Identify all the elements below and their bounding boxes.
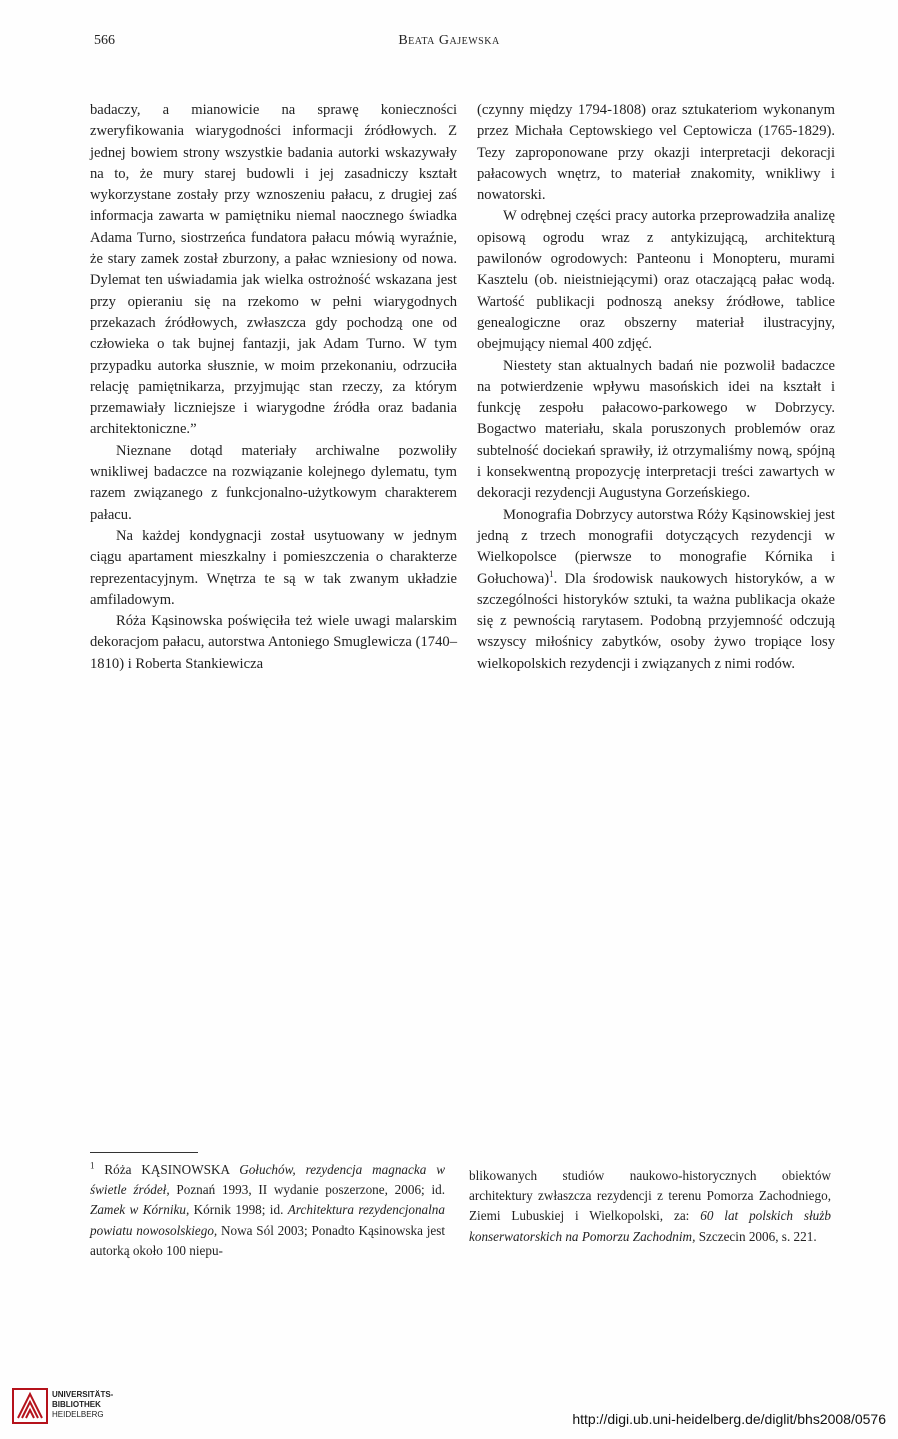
footnote-title: Gołuchów, rezydencja magnacka w świetle źródeł, <box>90 1162 445 1198</box>
footnote-right <box>469 1166 831 1247</box>
running-head-author: Beata Gajewska <box>398 33 500 48</box>
library-logo[interactable] <box>12 1388 142 1428</box>
logo-line: UNIVERSITÄTS- <box>52 1390 114 1399</box>
footnote-title: Architektura rezydencjonalna powiatu nowosolskiego, <box>90 1202 445 1238</box>
footnote-continuation: blikowanych studiów naukowo-historycznych obiektów architektury zwłaszcza rezydencji z terenu Pomorza Zachodniego, Ziemi Lubuskiej i Wielkopolski, za: <box>469 1168 831 1224</box>
right-column <box>477 100 835 675</box>
logo-line: HEIDELBERG <box>52 1410 104 1419</box>
paragraph: Nieznane dotąd materiały archiwalne pozwoliły wnikliwej badaczce na rozwiązanie kolejnego dylematu, tym razem związanego z funkcjonalno-użytkowym charakterem pałacu. <box>90 442 457 523</box>
paragraph-text: Monografia Dobrzycy autorstwa Róży Kąsinowskiej jest jedną z trzech monografii dotyczących rezydencji w Wielkopolsce (pierwsze to monografie Kórnika i Gołuchowa) <box>477 506 835 587</box>
footnote-publication: Szczecin 2006, s. 221. <box>698 1228 817 1244</box>
footnote-author: Róża KĄSINOWSKA <box>104 1162 230 1177</box>
footnote-reference[interactable]: 1 <box>549 568 554 579</box>
paragraph <box>477 505 835 675</box>
footnote-text <box>90 1160 445 1261</box>
footnote-marker: 1 <box>90 1160 95 1171</box>
footnote-title: Zamek w Kórniku, <box>90 1202 190 1218</box>
paragraph: Róża Kąsinowska poświęciła też wiele uwagi malarskim dekoracjom pałacu, autorstwa Antoniego Smuglewicza (1740–1810) i Roberta Stankiewicza <box>90 613 457 672</box>
running-header <box>0 33 898 55</box>
footnote-text <box>469 1166 831 1247</box>
footnote-title: 60 lat polskich służb konserwatorskich na Pomorzu Zachodnim, <box>469 1208 831 1244</box>
paragraph: (czynny między 1794-1808) oraz sztukateriom wykonanym przez Michała Ceptowskiego vel Ceptowicza (1765-1829). Tezy zaproponowane przy okazji interpretacji dekoracji pałacowych wnętrz, to materiał znakomity, wnikliwy i nowatorski. <box>477 102 835 204</box>
footnote-publication: Kórnik 1998; id. <box>193 1202 284 1218</box>
paragraph: Na każdej kondygnacji został usytuowany w jednym ciągu apartament mieszkalny i pomieszczenia o charakterze reprezentacyjnym. Wnętrza te są w tak zwanym układzie amfiladowym. <box>90 527 457 608</box>
paragraph-text: . Dla środowisk naukowych historyków, a w szczególności historyków sztuki, ta ważna publikacja okaże się z pewnością rarytasem. Podobną przyjemność odczują wszyscy miłośnicy zabytków, osoby żywo tropiące losy wielkopolskich rezydencji i związanych z nimi rodów. <box>477 570 835 672</box>
library-emblem-icon <box>12 1388 48 1424</box>
footnote-publication: Poznań 1993, II wydanie poszerzone, 2006; id. <box>176 1182 445 1198</box>
page-number: 566 <box>94 33 115 48</box>
logo-line: BIBLIOTHEK <box>52 1400 101 1409</box>
logo-wordmark <box>52 1390 113 1420</box>
source-url[interactable]: http://digi.ub.uni-heidelberg.de/diglit/bhs2008/0576 <box>572 1411 886 1427</box>
paragraph: badaczy, a mianowicie na sprawę konieczności zweryfikowania wiarygodności informacji źródłowych. Z jednej bowiem strony wszystkie badania autorki wskazywały na to, że mury starej budowli i jej zasadniczy kształt wykorzystane zostały przy wznoszeniu pałacu, z drugiej zaś informacja zawarta w pamiętniku niemal naocznego świadka Adama Turno, siostrzeńca fundatora pałacu mówią wyraźnie, że stary zamek został zburzony, a pałac wzniesiony od nowa. Dylemat ten uświadamia jak wielka ostrożność wskazana jest przy opieraniu się na rzekomo w pełni wiarygodnych przekazach źródłowych, zwłaszcza gdy pochodzą one od człowieka o tak bujnej fantazji, jak Adam Turno. W tym przypadku autorka słusznie, w moim przekonaniu, odrzuciła relację pamiętnikarza, przyjmując stan rzeczy, za którym przemawiały liczniejsze i wiarygodne źródła oraz badania architektoniczne.” <box>90 102 457 438</box>
paragraph: Niestety stan aktualnych badań nie pozwolił badaczce na potwierdzenie wpływu masońskich idei na kształt i funkcję zespołu pałacowo-parkowego w Dobrzycy. Bogactwo materiału, skala poruszonych problemów oraz subtelność dociekań sprawiły, iż otrzymaliśmy nową, spójną i konsekwentną propozycję interpretacji treści zawartych w dekoracji rezydencji Augustyna Gorzeńskiego. <box>477 357 835 502</box>
left-column <box>90 100 457 675</box>
footnote-separator <box>90 1152 198 1153</box>
footnote-publication: Nowa Sól 2003; Ponadto Kąsinowska jest autorką około 100 niepu- <box>90 1222 446 1258</box>
footnote-left <box>90 1160 445 1261</box>
paragraph: W odrębnej części pracy autorka przeprowadziła analizę opisową ogrodu wraz z antykizującą, architekturą pawilonów ogrodowych: Panteonu i Monopteru, murami Kasztelu (ob. nieistniejącymi) oraz otaczającą pałac wodą. Wartość publikacji podnoszą aneksy źródłowe, tablice genealogiczne oraz obszerny materiał ilustracyjny, obejmujący niemal 400 zdjęć. <box>477 208 835 353</box>
